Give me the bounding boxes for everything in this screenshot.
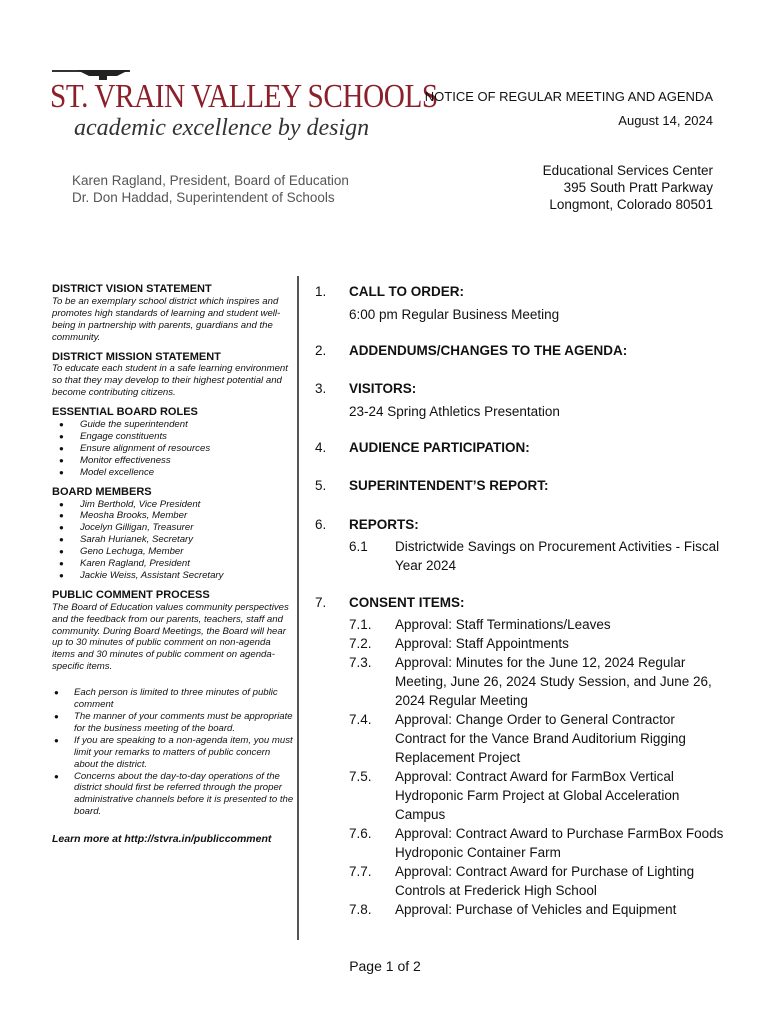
item-number: 1.	[315, 284, 327, 299]
public-comment-link[interactable]: Learn more at http://stvra.in/publiccomment	[52, 833, 272, 846]
comment-heading: PUBLIC COMMENT PROCESS	[52, 588, 210, 601]
item-title: SUPERINTENDENT’S REPORT:	[349, 478, 549, 493]
item-number: 3.	[315, 381, 327, 396]
list-item: ● Engage constituents	[52, 431, 294, 443]
list-item: ● Guide the superintendent	[52, 419, 294, 431]
item-number: 5.	[315, 478, 327, 493]
sub-item-number: 7.4.	[349, 712, 372, 727]
sub-item-number: 7.3.	[349, 655, 372, 670]
list-item: ● Each person is limited to three minutes of public comment	[52, 687, 294, 711]
item-detail: 23-24 Spring Athletics Presentation	[349, 404, 560, 419]
comment-text: The Board of Education values community perspectives and the feedback from our parents, teachers, staff and community. During Board Meetings, the Board will hear up to 30 minutes of public comment on non-agenda items and 30 minutes of public comment on agenda-specific items.	[52, 601, 289, 673]
item-title: VISITORS:	[349, 381, 417, 396]
address-line: Educational Services Center	[542, 163, 713, 178]
address-line: 395 South Pratt Parkway	[563, 180, 713, 195]
list-item: ● Concerns about the day-to-day operations of the district should first be referred through the proper administrative channels before it is presented to the board.	[52, 771, 294, 819]
sub-item-text: Approval: Contract Award for Purchase of Lighting Controls at Frederick High School	[395, 864, 695, 898]
sub-item	[349, 615, 725, 634]
list-item: ● Jocelyn Gilligan, Treasurer	[52, 522, 294, 534]
agenda-item	[315, 517, 725, 575]
agenda-item	[315, 440, 725, 455]
list-item: ● Jackie Weiss, Assistant Secretary	[52, 570, 294, 582]
roles-list	[52, 419, 294, 479]
agenda-item	[315, 595, 725, 919]
sub-item	[349, 900, 725, 919]
item-number: 6.	[315, 517, 327, 532]
item-detail: 6:00 pm Regular Business Meeting	[349, 307, 560, 322]
leader-line: Dr. Don Haddad, Superintendent of Schools	[72, 190, 335, 205]
sub-item	[349, 767, 725, 824]
sub-item-text: Approval: Staff Appointments	[395, 636, 569, 651]
sub-item-text: Approval: Contract Award to Purchase FarmBox Foods Hydroponic Container Farm	[395, 826, 724, 860]
list-item: ● If you are speaking to a non-agenda item, you must limit your remarks to matters of public concern about the district.	[52, 735, 294, 771]
sub-item-text: Approval: Purchase of Vehicles and Equipment	[395, 902, 677, 917]
list-item: ● Karen Ragland, President	[52, 558, 294, 570]
leader-line: Karen Ragland, President, Board of Education	[72, 173, 349, 188]
members-heading: BOARD MEMBERS	[52, 485, 152, 498]
item-title: ADDENDUMS/CHANGES TO THE AGENDA:	[349, 343, 628, 358]
sub-item	[349, 634, 725, 653]
sub-item-number: 7.6.	[349, 826, 372, 841]
agenda-item	[315, 284, 725, 324]
sub-item-number: 7.1.	[349, 617, 372, 632]
item-title: REPORTS:	[349, 517, 419, 532]
page-number: Page 1 of 2	[349, 958, 421, 974]
address-line: Longmont, Colorado 80501	[549, 197, 713, 212]
mission-text: To educate each student in a safe learning environment so that they may develop to their highest potential and become contributing citizens.	[52, 363, 288, 399]
sub-item-text: Approval: Contract Award for FarmBox Vertical Hydroponic Farm Project at Global Acceleration Campus	[395, 769, 680, 822]
sub-item	[349, 862, 725, 900]
item-number: 7.	[315, 595, 327, 610]
sub-item	[349, 537, 725, 575]
item-title: AUDIENCE PARTICIPATION:	[349, 440, 530, 455]
list-item: ● The manner of your comments must be appropriate for the business meeting of the board.	[52, 711, 294, 735]
notice-title: NOTICE OF REGULAR MEETING AND AGENDA	[424, 89, 713, 104]
sub-item-number: 7.7.	[349, 864, 372, 879]
sub-item-text: Approval: Minutes for the June 12, 2024 Regular Meeting, June 26, 2024 Study Session, and June 26, 2024 Regular Meeting	[395, 655, 712, 708]
agenda-item	[315, 381, 725, 421]
sub-item-number: 7.8.	[349, 902, 372, 917]
list-item: ● Monitor effectiveness	[52, 455, 294, 467]
sub-item	[349, 824, 725, 862]
list-item: ● Meosha Brooks, Member	[52, 510, 294, 522]
board-leaders	[72, 172, 349, 206]
meeting-address	[543, 162, 713, 213]
column-divider	[297, 276, 299, 940]
vision-heading: DISTRICT VISION STATEMENT	[52, 283, 212, 295]
mission-heading: DISTRICT MISSION STATEMENT	[52, 350, 221, 363]
sub-item-number: 6.1	[349, 539, 368, 554]
members-list	[52, 499, 294, 582]
logo-wordmark: ST. VRAIN VALLEY SCHOOLS	[50, 78, 438, 115]
sub-item-text: Approval: Staff Terminations/Leaves	[395, 617, 611, 632]
meeting-date: August 14, 2024	[618, 113, 713, 128]
logo-tagline: academic excellence by design	[74, 115, 370, 141]
sub-item	[349, 710, 725, 767]
sub-item-text: Approval: Change Order to General Contractor Contract for the Vance Brand Auditorium Rigging Replacement Project	[395, 712, 686, 765]
comment-rules-list	[52, 687, 294, 818]
list-item: ● Ensure alignment of resources	[52, 443, 294, 455]
list-item: ● Model excellence	[52, 467, 294, 479]
list-item: ● Jim Berthold, Vice President	[52, 499, 294, 511]
agenda-item	[315, 343, 725, 358]
sub-item-number: 7.5.	[349, 769, 372, 784]
sub-item-number: 7.2.	[349, 636, 372, 651]
vision-text: To be an exemplary school district which inspires and promotes high standards of learning and student well-being in partnership with parents, guardians and the community.	[52, 295, 281, 343]
sub-item-text: Districtwide Savings on Procurement Activities - Fiscal Year 2024	[395, 539, 720, 573]
list-item: ● Sarah Hurianek, Secretary	[52, 534, 294, 546]
item-title: CALL TO ORDER:	[349, 284, 465, 299]
list-item: ● Geno Lechuga, Member	[52, 546, 294, 558]
item-number: 2.	[315, 343, 327, 358]
sub-item	[349, 653, 725, 710]
item-number: 4.	[315, 440, 327, 455]
roles-heading: ESSENTIAL BOARD ROLES	[52, 406, 198, 419]
agenda-item	[315, 478, 725, 493]
agenda	[315, 284, 725, 919]
item-title: CONSENT ITEMS:	[349, 595, 465, 610]
sidebar	[52, 284, 294, 846]
